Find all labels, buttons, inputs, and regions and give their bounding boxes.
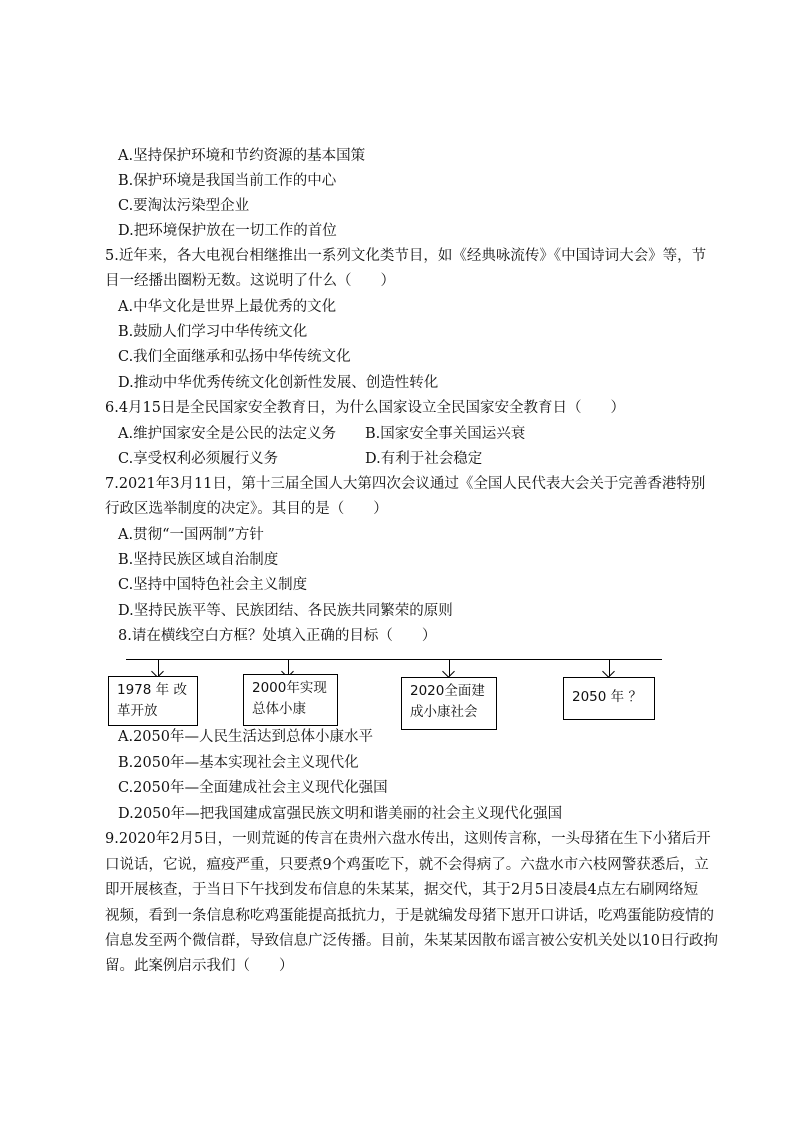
q5-option-a: A.中华文化是世界上最优秀的文化	[118, 299, 337, 315]
q9-stem-line6: 留。此案例启示我们（ ）	[105, 958, 294, 974]
timeline-axis	[126, 659, 662, 660]
timeline-arrow	[158, 659, 159, 676]
q7-option-c: C.坚持中国特色社会主义制度	[118, 577, 308, 593]
q5-option-d: D.推动中华优秀传统文化创新性发展、创造性转化	[118, 375, 439, 391]
box-text: 2000年实现	[252, 680, 327, 696]
box-text: 革开放	[117, 703, 158, 719]
timeline-box-2050	[563, 677, 655, 720]
timeline-box-2000	[243, 674, 338, 726]
q8-option-a: A.2050年—人民生活达到总体小康水平	[118, 729, 373, 745]
q8-option-b: B.2050年—基本实现社会主义现代化	[118, 755, 359, 771]
box-text: 2050 年 ？	[572, 689, 642, 705]
q7-option-d: D.坚持民族平等、民族团结、各民族共同繁荣的原则	[118, 603, 453, 619]
q9-stem-line4: 视频，看到一条信息称吃鸡蛋能提高抵抗力，于是就编发母猪下崽开口讲话，吃鸡蛋能防疫情的	[105, 908, 714, 924]
box-text: 成小康社会	[410, 704, 478, 720]
q6-option-b: B.国家安全事关国运兴衰	[365, 426, 526, 442]
q6-option-c: C.享受权利必须履行义务	[118, 451, 279, 467]
box-text: 2020全面建	[410, 683, 485, 699]
q4-option-d: D.把环境保护放在一切工作的首位	[118, 223, 337, 239]
q6-option-d: D.有利于社会稳定	[365, 451, 483, 467]
q8-option-c: C.2050年—全面建成社会主义现代化强国	[118, 780, 388, 796]
box-text: 1978 年 改	[117, 682, 187, 698]
q4-option-c: C.要淘汰污染型企业	[118, 198, 250, 214]
q5-option-c: C.我们全面继承和弘扬中华传统文化	[118, 349, 351, 365]
q5-option-b: B.鼓励人们学习中华传统文化	[118, 324, 308, 340]
q8-option-d: D.2050年—把我国建成富强民族文明和谐美丽的社会主义现代化强国	[118, 806, 563, 822]
q4-option-a: A.坚持保护环境和节约资源的基本国策	[118, 148, 366, 164]
q7-option-a: A.贯彻“一国两制”方针	[118, 527, 264, 543]
timeline-box-1978	[108, 676, 198, 726]
q9-stem-line1: 9.2020年2月5日，一则荒诞的传言在贵州六盘水传出，这则传言称，一头母猪在生下小猪后开	[105, 831, 711, 847]
q4-option-b: B.保护环境是我国当前工作的中心	[118, 173, 337, 189]
q7-stem-line1: 7.2021年3月11日，第十三届全国人大第四次会议通过《全国人民代表大会关于完善香港特别	[105, 476, 706, 492]
q5-stem-line2: 目一经播出圈粉无数。这说明了什么（ ）	[105, 273, 395, 289]
q6-option-a: A.维护国家安全是公民的法定义务	[118, 426, 337, 442]
q5-stem-line1: 5.近年来，各大电视台相继推出一系列文化类节目，如《经典咏流传》《中国诗词大会》等，节	[105, 248, 707, 264]
timeline-arrow	[609, 659, 610, 676]
box-text: 总体小康	[252, 701, 306, 717]
q7-stem-line2: 行政区选举制度的决定》。其目的是（ ）	[105, 501, 388, 517]
q6-stem: 6.4月15日是全民国家安全教育日，为什么国家设立全民国家安全教育日（ ）	[105, 400, 626, 416]
q9-stem-line2: 口说话，它说，瘟疫严重，只要煮9个鸡蛋吃下，就不会得病了。六盘水市六枝网警获悉后，立	[105, 857, 709, 873]
q9-stem-line5: 信息发至两个微信群，导致信息广泛传播。目前，朱某某因散布谣言被公安机关处以10日行政拘	[105, 933, 718, 949]
timeline-box-2020	[401, 677, 497, 730]
timeline-arrow	[449, 659, 450, 676]
q7-option-b: B.坚持民族区域自治制度	[118, 552, 279, 568]
q9-stem-line3: 即开展核查，于当日下午找到发布信息的朱某某，据交代，其于2月5日凌晨4点左右刷网络短	[105, 882, 699, 898]
q8-stem: 8.请在横线空白方框？处填入正确的目标（ ）	[118, 628, 437, 644]
